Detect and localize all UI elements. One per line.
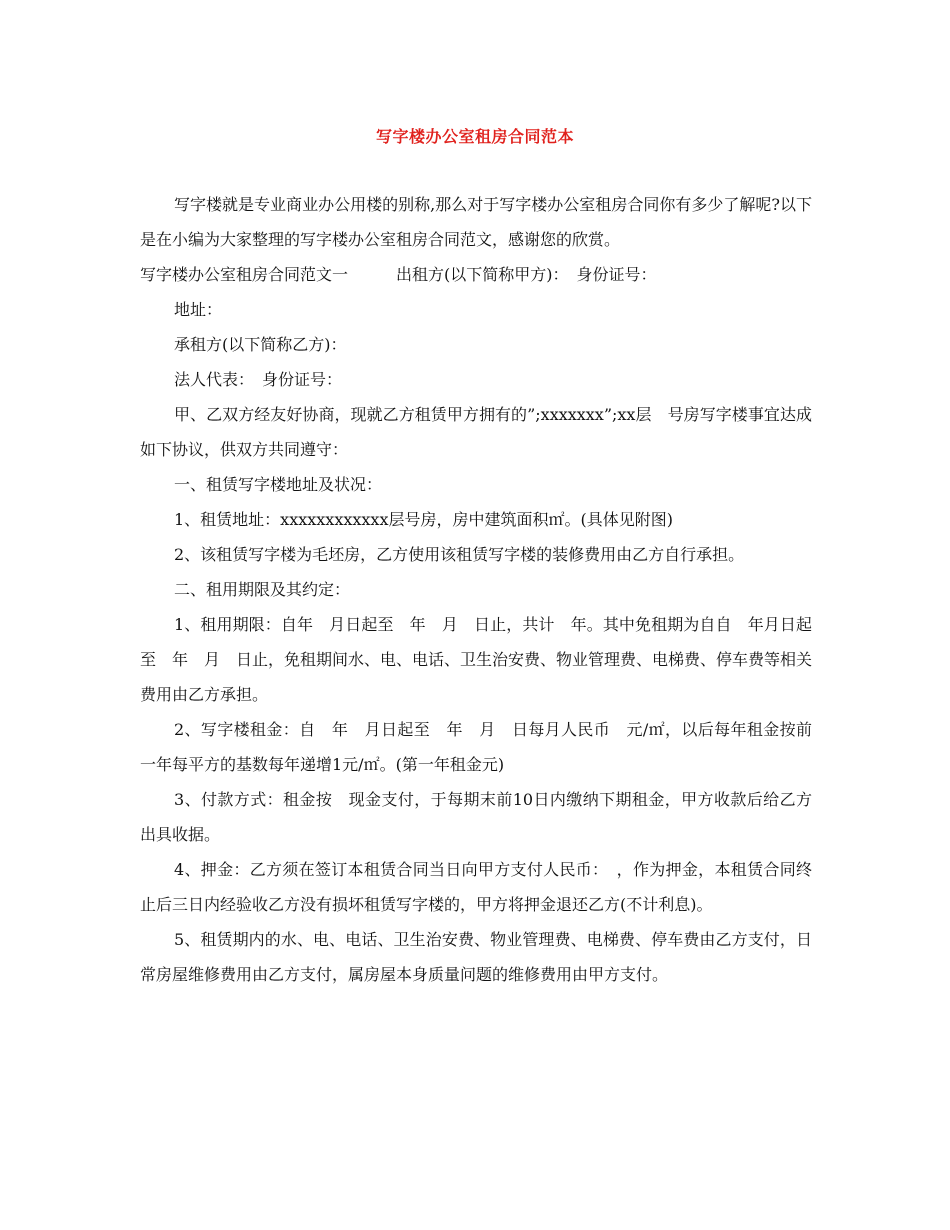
intro-paragraph: 写字楼就是专业商业办公用楼的别称,那么对于写字楼办公室租房合同你有多少了解呢?以下是在小编为大家整理的写字楼办公室租房合同范文，感谢您的欣赏。	[140, 195, 812, 249]
clause-2-4: 4、押金：乙方须在签订本租赁合同当日向甲方支付人民币： ，作为押金，本租赁合同终止后三日内经验收乙方没有损坏租赁写字楼的，甲方将押金退还乙方(不计利息)。	[140, 860, 812, 914]
document-title: 写字楼办公室租房合同范本	[375, 127, 574, 146]
clause-2-2: 2、写字楼租金：自 年 月日起至 年 月 日每月人民币 元/㎡，以后每年租金按前一年每平方的基数每年递增1元/㎡。(第一年租金元)	[140, 720, 812, 774]
address-line: 地址：	[174, 300, 223, 319]
agreement-paragraph: 甲、乙双方经友好协商，现就乙方租赁甲方拥有的”;xxxxxxx”;xx层 号房写字楼事宜达成如下协议，供双方共同遵守：	[140, 405, 812, 459]
contract-heading-line: 写字楼办公室租房合同范文一 出租方(以下简称甲方)： 身份证号：	[140, 265, 657, 284]
section-heading-2: 二、租用期限及其约定：	[174, 580, 351, 599]
section-heading-1: 一、租赁写字楼地址及状况：	[174, 475, 383, 494]
clause-1-1: 1、租赁地址：xxxxxxxxxxxx层号房，房中建筑面积㎡。(具体见附图)	[174, 510, 673, 529]
clause-1-2: 2、该租赁写字楼为毛坯房，乙方使用该租赁写字楼的装修费用由乙方自行承担。	[174, 545, 745, 564]
document-body	[140, 187, 812, 992]
lessee-line: 承租方(以下简称乙方)：	[174, 335, 347, 354]
clause-2-5: 5、租赁期内的水、电、电话、卫生治安费、物业管理费、电梯费、停车费由乙方支付，日常房屋维修费用由乙方支付，属房屋本身质量问题的维修费用由甲方支付。	[140, 930, 812, 984]
legal-rep-line: 法人代表： 身份证号：	[174, 370, 343, 389]
clause-2-1: 1、租用期限：自年 月日起至 年 月 日止，共计 年。其中免租期为自自 年月日起至 年 月 日止，免租期间水、电、电话、卫生治安费、物业管理费、电梯费、停车费等相关费用由乙方承担。	[140, 615, 813, 704]
clause-2-3: 3、付款方式：租金按 现金支付，于每期末前10日内缴纳下期租金，甲方收款后给乙方出具收据。	[140, 790, 812, 844]
